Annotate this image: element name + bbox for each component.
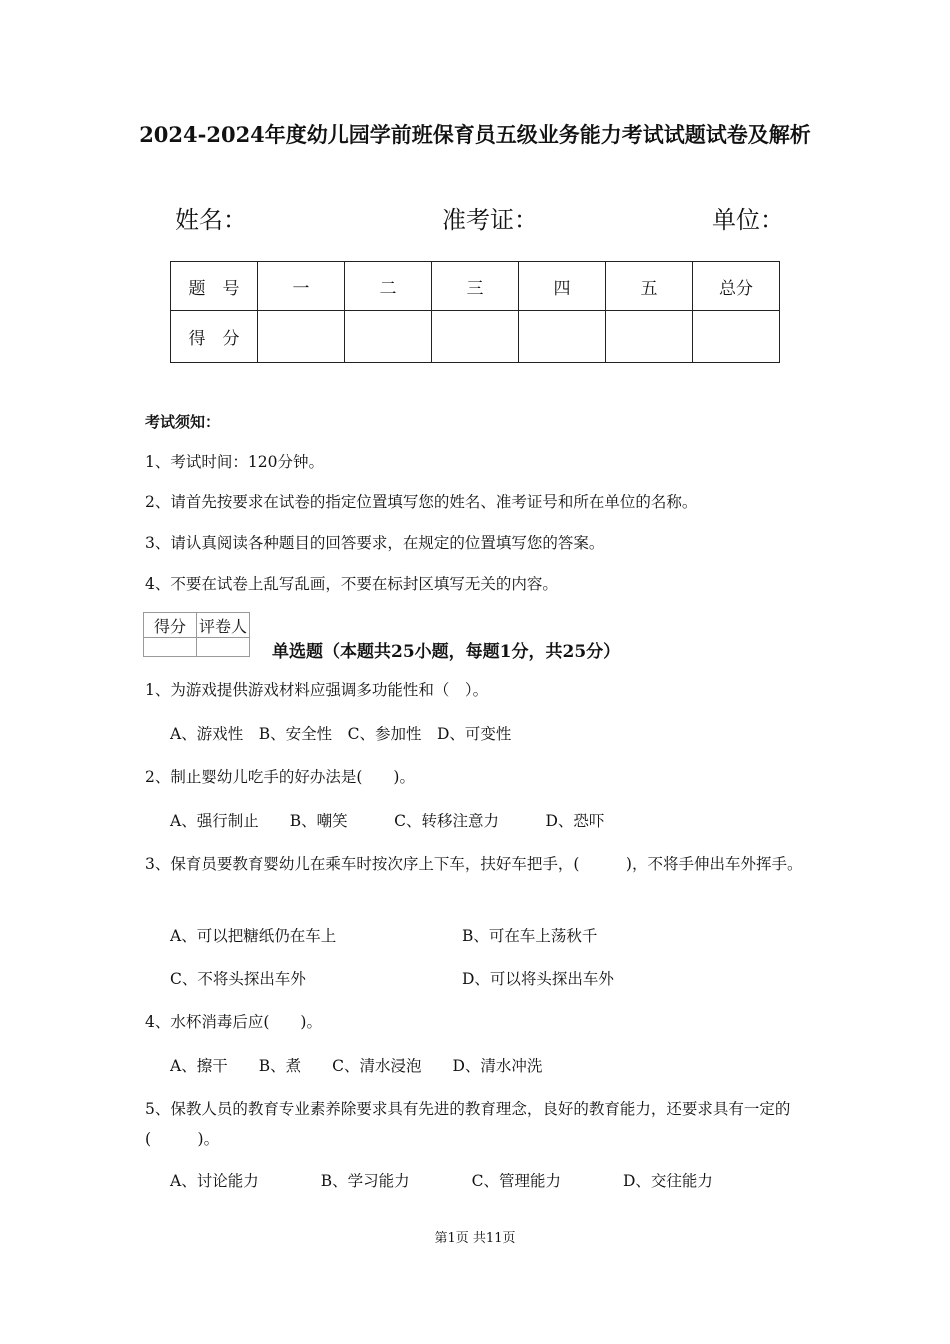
- question-1-options: A、游戏性 B、安全性 C、参加性 D、可变性: [170, 725, 512, 743]
- score-table-header: 题 号: [171, 262, 258, 311]
- page-footer: 第1页 共11页: [434, 1231, 516, 1246]
- exam-id-label: 准考证：: [442, 206, 538, 234]
- score-label: 得 分: [171, 311, 258, 363]
- score-cell: [258, 311, 345, 363]
- score-cell: [519, 311, 606, 363]
- unit-label: 单位：: [712, 206, 784, 234]
- question-3: 3、保育员要教育婴幼儿在乘车时按次序上下车，扶好车把手，( )，不将手伸出车外挥手。: [145, 855, 803, 873]
- grader-cell: [197, 638, 250, 657]
- score-table-score-row: [171, 311, 780, 363]
- question-5-options: A、讨论能力 B、学习能力 C、管理能力 D、交往能力: [170, 1172, 713, 1190]
- notice-title: 考试须知：: [145, 413, 221, 431]
- grader-label: 评卷人: [197, 613, 250, 638]
- score-table-header: 三: [432, 262, 519, 311]
- score-table-header: 二: [345, 262, 432, 311]
- question-1: 1、为游戏提供游戏材料应强调多功能性和（ ）。: [145, 681, 489, 699]
- notice-item: 2、请首先按要求在试卷的指定位置填写您的姓名、准考证号和所在单位的名称。: [145, 493, 698, 511]
- question-4-options: A、擦干 B、煮 C、清水浸泡 D、清水冲洗: [170, 1057, 543, 1075]
- score-cell: [432, 311, 519, 363]
- question-4: 4、水杯消毒后应( )。: [145, 1013, 322, 1031]
- score-table-header: 四: [519, 262, 606, 311]
- question-2-options: A、强行制止 B、嘲笑 C、转移注意力 D、恐吓: [170, 812, 605, 830]
- grader-score-label: 得分: [144, 613, 197, 638]
- question-3-option-a: A、可以把糖纸仍在车上: [170, 927, 337, 945]
- notice-item: 1、考试时间：120分钟。: [145, 453, 324, 471]
- question-3-option-c: C、不将头探出车外: [170, 970, 306, 988]
- section-title: 单选题（本题共25小题，每题1分，共25分）: [272, 642, 621, 662]
- notice-item: 3、请认真阅读各种题目的回答要求，在规定的位置填写您的答案。: [145, 534, 605, 552]
- grader-score-cell: [144, 638, 197, 657]
- score-table-header: 五: [606, 262, 693, 311]
- question-2: 2、制止婴幼儿吃手的好办法是( )。: [145, 768, 415, 786]
- score-table-header: 总分: [693, 262, 780, 311]
- score-cell: [345, 311, 432, 363]
- name-label: 姓名：: [175, 206, 247, 234]
- document-title: 2024-2024年度幼儿园学前班保育员五级业务能力考试试题试卷及解析: [139, 122, 811, 147]
- score-cell: [606, 311, 693, 363]
- grader-box: [143, 612, 250, 657]
- score-cell: [693, 311, 780, 363]
- score-table-header: 一: [258, 262, 345, 311]
- question-3-option-b: B、可在车上荡秋千: [462, 927, 598, 945]
- question-5: 5、保教人员的教育专业素养除要求具有先进的教育理念，良好的教育能力，还要求具有一定的( )。: [145, 1100, 791, 1148]
- notice-item: 4、不要在试卷上乱写乱画，不要在标封区填写无关的内容。: [145, 575, 558, 593]
- question-3-option-d: D、可以将头探出车外: [462, 970, 614, 988]
- score-table-header-row: [171, 262, 780, 311]
- score-table: [170, 261, 780, 363]
